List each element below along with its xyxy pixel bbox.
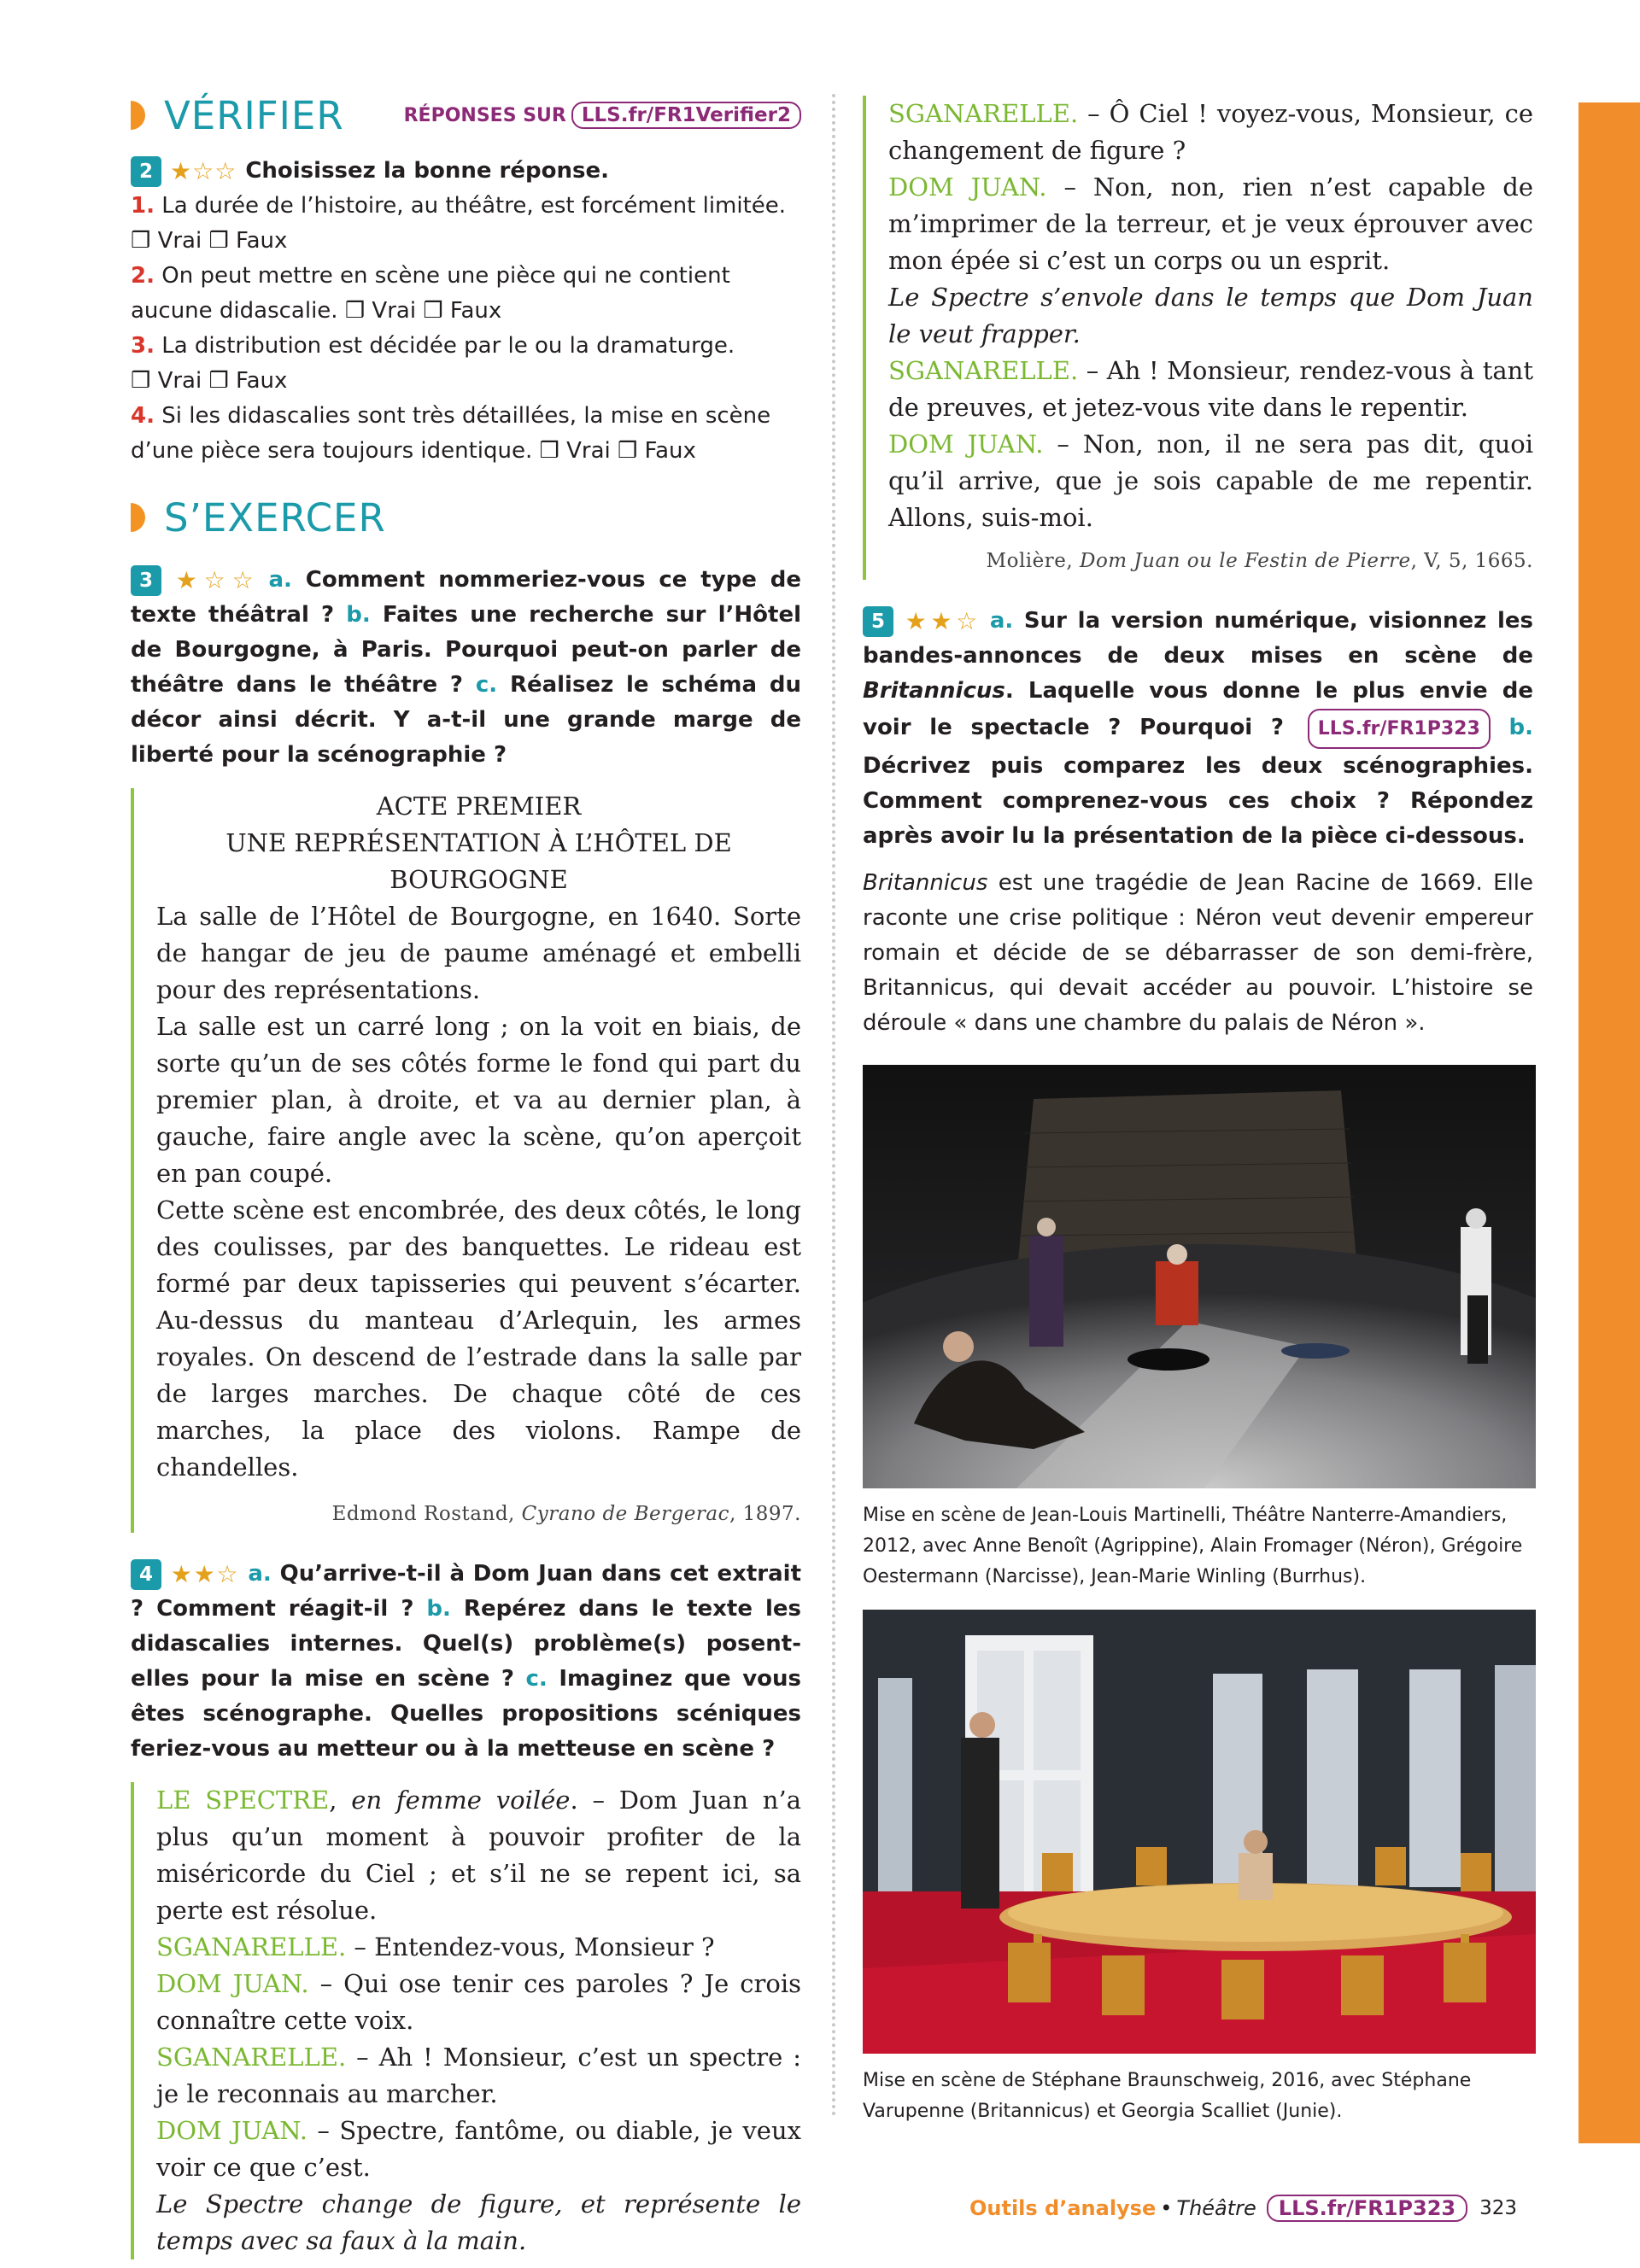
exercise-4-instructions — [131, 1557, 801, 1767]
footer-section: Outils d’analyse — [969, 2196, 1157, 2220]
list-item — [131, 189, 801, 259]
britannicus-intro — [863, 866, 1533, 1041]
dialogue-text: – Entendez-vous, Monsieur ? — [354, 1932, 715, 1961]
true-false-checkboxes[interactable]: ❒ Vrai ❒ Faux — [131, 368, 288, 394]
scene-heading: UNE REPRÉSENTATION À L’HÔTEL DE BOURGOGNE — [226, 828, 732, 894]
question-b-label: b. — [426, 1596, 451, 1622]
item-number: 1. — [131, 193, 155, 219]
left-column — [131, 85, 801, 2259]
list-item — [131, 399, 801, 469]
question-c-label: c. — [525, 1666, 548, 1692]
section-marker-icon — [131, 503, 145, 532]
source-title: Cyrano de Bergerac — [521, 1503, 730, 1525]
question-c-label: c. — [475, 672, 498, 698]
item-number: 4. — [131, 403, 155, 429]
dialogue-line — [888, 353, 1533, 426]
stage-photo-1 — [863, 1065, 1536, 1488]
difficulty-stars-icon: ★☆☆ — [170, 566, 261, 594]
question-c-text: Réalisez le schéma du décor ainsi décrit. Y a-t-il une grande marge de liberté pour la scénographie ? — [131, 672, 801, 768]
exercise-number-badge: 2 — [131, 156, 161, 187]
dialogue-text: – Ô Ciel ! voyez-vous, Monsieur, ce changement de figure ? — [888, 99, 1533, 165]
cyrano-excerpt — [131, 788, 801, 1533]
item-number: 3. — [131, 333, 155, 359]
dialogue-line: LE SPECTRE, en femme voilée. – Dom Juan n’a plus qu’un moment à pouvoir profiter de la miséricorde du Ciel ; et s’il ne se repent ici, sa perte est résolue. — [156, 1786, 801, 1925]
verifier-header — [131, 85, 801, 145]
true-false-checkboxes[interactable]: ❒ Vrai ❒ Faux — [131, 228, 288, 254]
verifier-title: VÉRIFIER — [164, 92, 344, 138]
character-name: SGANARELLE. — [156, 1932, 347, 1961]
character-name: SGANARELLE. — [888, 356, 1079, 385]
column-divider — [832, 94, 835, 2118]
excerpt-paragraph: La salle de l’Hôtel de Bourgogne, en 1640. Sorte de hangar de jeu de paume aménagé et embelli pour des représentations. — [156, 902, 801, 1004]
photo-2-caption: Mise en scène de Stéphane Braunschweig, 2016, avec Stéphane Varupenne (Britannicus) et Georgia Scalliet (Junie). — [863, 2070, 1472, 2122]
source-year: , 1897. — [729, 1503, 801, 1525]
exercise-5-instructions — [863, 604, 1533, 854]
exercise-number-badge: 4 — [131, 1559, 161, 1590]
exercise-2-items — [131, 189, 801, 469]
question-b-label: b. — [346, 602, 371, 628]
dialogue-text: . – Dom Juan n’a plus qu’un moment à pouvoir profiter de la miséricorde du Ciel ; et s’il ne se repent ici, sa perte est résolue. — [156, 1786, 801, 1925]
answers-link[interactable]: LLS.fr/FR1Verifier2 — [571, 102, 801, 129]
page-footer — [969, 2195, 1517, 2222]
character-name: DOM JUAN. — [888, 430, 1044, 459]
excerpt-paragraph: La salle est un carré long ; on la voit en biais, de sorte qu’un de ses côtés forme le fond qui part du premier plan, à droite, et va au dernier plan, à gauche, faire angle avec la scène, qu’on aperçoit en pan coupé. — [156, 1012, 801, 1188]
dialogue-line — [888, 426, 1533, 536]
dialogue-line — [156, 1966, 801, 2039]
stage-direction: Le Spectre change de figure, et représente le temps avec sa faux à la main. — [156, 2189, 801, 2255]
page-number: 323 — [1479, 2197, 1517, 2219]
question-a-label: a. — [989, 608, 1014, 634]
difficulty-stars-icon: ★★☆ — [902, 607, 981, 635]
dom-juan-excerpt-part2 — [863, 96, 1533, 580]
stage-direction: Le Spectre s’envole dans le temps que Dom Juan le veut frapper. — [888, 283, 1533, 348]
dialogue-text: – Ah ! Monsieur, rendez-vous à tant de preuves, et jetez-vous vite dans le repentir. — [888, 356, 1533, 422]
character-name: DOM JUAN. — [156, 1969, 309, 1998]
item-text: La distribution est décidée par le ou la dramaturge. — [161, 333, 735, 359]
item-text: La durée de l’histoire, au théâtre, est forcément limitée. — [161, 193, 787, 219]
source-reference: , V, 5, 1665. — [1410, 550, 1533, 572]
character-name: DOM JUAN. — [156, 2116, 308, 2145]
question-a-text: Qu’arrive-t-il à Dom Juan dans cet extrait ? Comment réagit-il ? — [131, 1561, 802, 1622]
dialogue-text: – Ah ! Monsieur, c’est un spectre : je le reconnais au marcher. — [156, 2043, 801, 2108]
footer-link[interactable]: LLS.fr/FR1P323 — [1267, 2195, 1467, 2222]
excerpt-source — [888, 543, 1533, 580]
character-name: DOM JUAN. — [888, 172, 1047, 202]
question-b-text: Faites une recherche sur l’Hôtel de Bourgogne, à Paris. Pourquoi peut-on parler de théâtre dans le théâtre ? — [131, 602, 801, 698]
exercise-number-badge: 3 — [131, 565, 161, 596]
exercise-2 — [131, 154, 801, 469]
excerpt-source — [156, 1496, 801, 1533]
photo-1-caption: Mise en scène de Jean-Louis Martinelli, Théâtre Nanterre-Amandiers, 2012, avec Anne Benoît (Agrippine), Alain Fromager (Néron), Grégoire Oestermann (Narcisse), Jean-Marie Winling (Burrhus). — [863, 1505, 1523, 1587]
source-author: Edmond Rostand, — [331, 1503, 515, 1525]
answers-label: RÉPONSES SUR — [403, 104, 566, 126]
sexercer-header — [131, 488, 801, 547]
list-item — [131, 259, 801, 329]
dialogue-text: – Qui ose tenir ces paroles ? Je crois connaître cette voix. — [156, 1969, 802, 2035]
question-a-label: a. — [248, 1561, 272, 1587]
dom-juan-excerpt-part1 — [131, 1782, 801, 2259]
true-false-checkboxes[interactable]: ❒ Vrai ❒ Faux — [344, 298, 502, 324]
dialogue-line — [888, 96, 1533, 169]
dialogue-text: – Non, non, il ne sera pas dit, quoi qu’il arrive, que je sois capable de me repentir. Allons, suis-moi. — [888, 430, 1534, 532]
item-text: Si les didascalies sont très détaillées, la mise en scène d’une pièce sera toujours identique. — [131, 403, 771, 464]
dialogue-line — [156, 2039, 801, 2113]
play-title: Britannicus — [863, 870, 988, 896]
answers-reference — [404, 102, 801, 129]
question-a-text: Sur la version numérique, visionnez les bandes-annonces de deux mises en scène de — [863, 608, 1534, 669]
exercise-3-instructions — [131, 563, 801, 773]
exercise-5 — [863, 604, 1533, 2127]
sexercer-title: S’EXERCER — [164, 494, 386, 541]
dialogue-line — [888, 169, 1533, 279]
item-text: On peut mettre en scène une pièce qui ne contient aucune didascalie. — [131, 263, 730, 324]
question-c-text: Imaginez que vous êtes scénographe. Quelles propositions scéniques feriez-vous au metteur ou à la metteuse en scène ? — [131, 1666, 802, 1762]
act-heading: ACTE PREMIER — [376, 792, 582, 821]
true-false-checkboxes[interactable]: ❒ Vrai ❒ Faux — [539, 438, 696, 464]
stage-direction: en femme voilée — [351, 1786, 571, 1815]
character-name: SGANARELLE. — [888, 99, 1079, 128]
difficulty-stars-icon: ★★☆ — [170, 1560, 240, 1588]
martinelli-staging-photo — [863, 1065, 1536, 1492]
exercise-2-header — [131, 154, 801, 189]
item-number: 2. — [131, 263, 155, 289]
excerpt-paragraph: Cette scène est encombrée, des deux côtés, le long des coulisses, par des banquettes. Le rideau est formé par deux tapisseries qui peuvent s’écarter. Au-dessus du manteau d’Arlequin, les armes royales. On descend de l’estrade dans la salle par de larges marches. De chaque côté de ces marches, la place des violons. Rampe de chandelles. — [156, 1195, 801, 1482]
source-title: Dom Juan ou le Festin de Pierre — [1080, 550, 1411, 572]
exercise-2-instruction: Choisissez la bonne réponse. — [245, 158, 609, 184]
stage-photo-2 — [863, 1610, 1536, 2054]
dialogue-text: – Non, non, rien n’est capable de m’imprimer de la terreur, et je veux éprouver avec mon épée si c’est un corps ou un esprit. — [888, 172, 1533, 275]
exercise-number-badge: 5 — [863, 606, 893, 637]
question-a-text: Comment nommeriez-vous ce type de texte théâtral ? — [131, 567, 801, 628]
exercise-4 — [131, 1557, 801, 2259]
section-marker-icon — [131, 101, 145, 130]
play-title: Britannicus — [863, 678, 1005, 704]
video-link[interactable]: LLS.fr/FR1P323 — [1308, 709, 1491, 749]
dialogue-line — [156, 1929, 801, 1966]
source-author: Molière, — [986, 550, 1074, 572]
orange-side-tab — [1578, 102, 1640, 2143]
dialogue-line — [156, 2113, 801, 2186]
list-item — [131, 329, 801, 399]
question-a-label: a. — [268, 567, 292, 593]
right-column — [863, 96, 1533, 2127]
intro-text: est une tragédie de Jean Racine de 1669. Elle raconte une crise politique : Néron veut devenir empereur romain et décide de se débarrasser de son demi-frère, Britannicus, qui devait accéder au pouvoir. L’histoire se déroule « dans une chambre du palais de Néron ». — [863, 870, 1533, 1036]
footer-separator: • — [1160, 2196, 1173, 2220]
question-b-text: Décrivez puis comparez les deux scénographies. Comment comprenez-vous ces choix ? Répondez après avoir lu la présentation de la pièce ci-dessous. — [863, 753, 1533, 849]
question-b-label: b. — [1508, 715, 1533, 740]
question-b-text: Repérez dans le texte les didascalies internes. Quel(s) problème(s) posent-elles pour la mise en scène ? — [131, 1596, 801, 1692]
footer-chapter: Théâtre — [1176, 2196, 1256, 2220]
dialogue-text: – Spectre, fantôme, ou diable, je veux voir ce que c’est. — [156, 2116, 802, 2182]
character-name: SGANARELLE. — [156, 2043, 347, 2072]
difficulty-stars-icon: ★☆☆ — [170, 157, 237, 185]
character-name: LE SPECTRE — [156, 1786, 330, 1815]
question-a-text-end: . Laquelle vous donne le plus envie de voir le spectacle ? Pourquoi ? — [863, 678, 1533, 740]
exercise-3 — [131, 563, 801, 1533]
braunschweig-staging-photo — [863, 1610, 1536, 2057]
